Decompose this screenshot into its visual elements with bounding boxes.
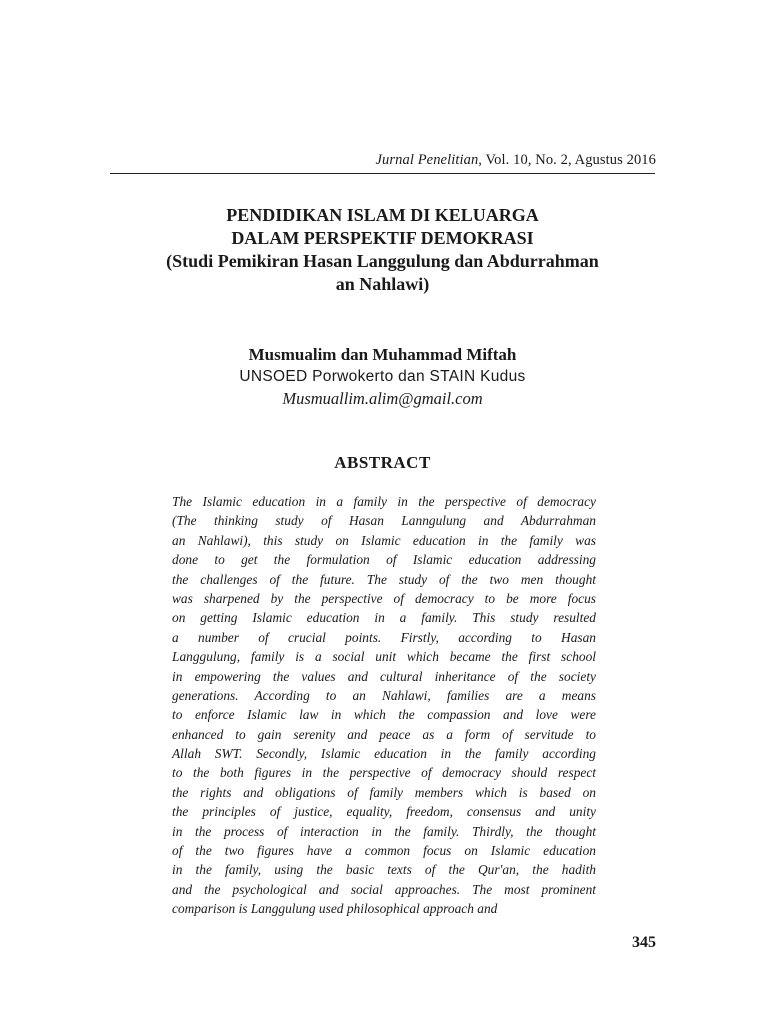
abstract-line: (The thinking study of Hasan Lanngulung and Abdurrahman <box>172 513 596 529</box>
title-line-1: PENDIDIKAN ISLAM DI KELUARGA <box>226 205 539 225</box>
abstract-heading: ABSTRACT <box>334 453 431 472</box>
running-head <box>376 152 656 169</box>
title-line-4: an Nahlawi) <box>335 274 430 294</box>
abstract-line: The Islamic education in a family in the perspective of democracy <box>172 494 596 509</box>
abstract-line: was sharpened by the perspective of democracy to be more focus <box>172 590 596 606</box>
abstract-line: of the two figures have a common focus on Islamic education <box>172 843 596 859</box>
abstract-line: done to get the formulation of Islamic education addressing <box>172 552 596 568</box>
abstract-line: Allah SWT. Secondly, Islamic education in the family according <box>172 746 596 762</box>
abstract-line: the principles of justice, equality, freedom, consensus and unity <box>172 804 596 820</box>
page-number: 345 <box>632 934 656 951</box>
journal-name: Jurnal Penelitian <box>375 152 479 168</box>
abstract-line: comparison is Langgulung used philosophical approach and <box>172 901 498 917</box>
abstract-line: in the family, using the basic texts of the Qur'an, the hadith <box>172 862 596 878</box>
authors: Musmualim dan Muhammad Miftah <box>248 345 517 364</box>
affiliation: UNSOED Porwokerto dan STAIN Kudus <box>239 368 526 385</box>
author-email: Musmuallim.alim@gmail.com <box>282 389 483 408</box>
abstract-line: and the psychological and social approaches. The most prominent <box>172 881 596 897</box>
abstract-line: to the both figures in the perspective of democracy should respect <box>172 765 596 781</box>
title-line-2: DALAM PERSPEKTIF DEMOKRASI <box>231 228 534 248</box>
abstract-line: in the process of interaction in the family. Thirdly, the thought <box>172 823 596 839</box>
article-title <box>110 204 655 296</box>
abstract-line: to enforce Islamic law in which the compassion and love were <box>172 707 596 723</box>
abstract-body <box>172 492 596 919</box>
abstract-line: the challenges of the future. The study of the two men thought <box>172 571 596 587</box>
abstract-line: in empowering the values and cultural inheritance of the society <box>172 668 596 684</box>
abstract-line: generations. According to an Nahlawi, families are a means <box>172 687 596 703</box>
abstract-line: an Nahlawi), this study on Islamic education in the family was <box>172 532 596 548</box>
abstract-line: enhanced to gain serenity and peace as a form of servitude to <box>172 726 596 742</box>
header-rule <box>110 173 655 174</box>
title-line-3: (Studi Pemikiran Hasan Langgulung dan Abdurrahman <box>166 251 599 271</box>
abstract-line: Langgulung, family is a social unit which became the first school <box>172 649 596 665</box>
abstract-line: the rights and obligations of family members which is based on <box>172 784 596 800</box>
abstract-line: a number of crucial points. Firstly, according to Hasan <box>172 629 596 645</box>
journal-issue: , Vol. 10, No. 2, Agustus 2016 <box>478 152 656 168</box>
abstract-line: on getting Islamic education in a family. This study resulted <box>172 610 596 626</box>
